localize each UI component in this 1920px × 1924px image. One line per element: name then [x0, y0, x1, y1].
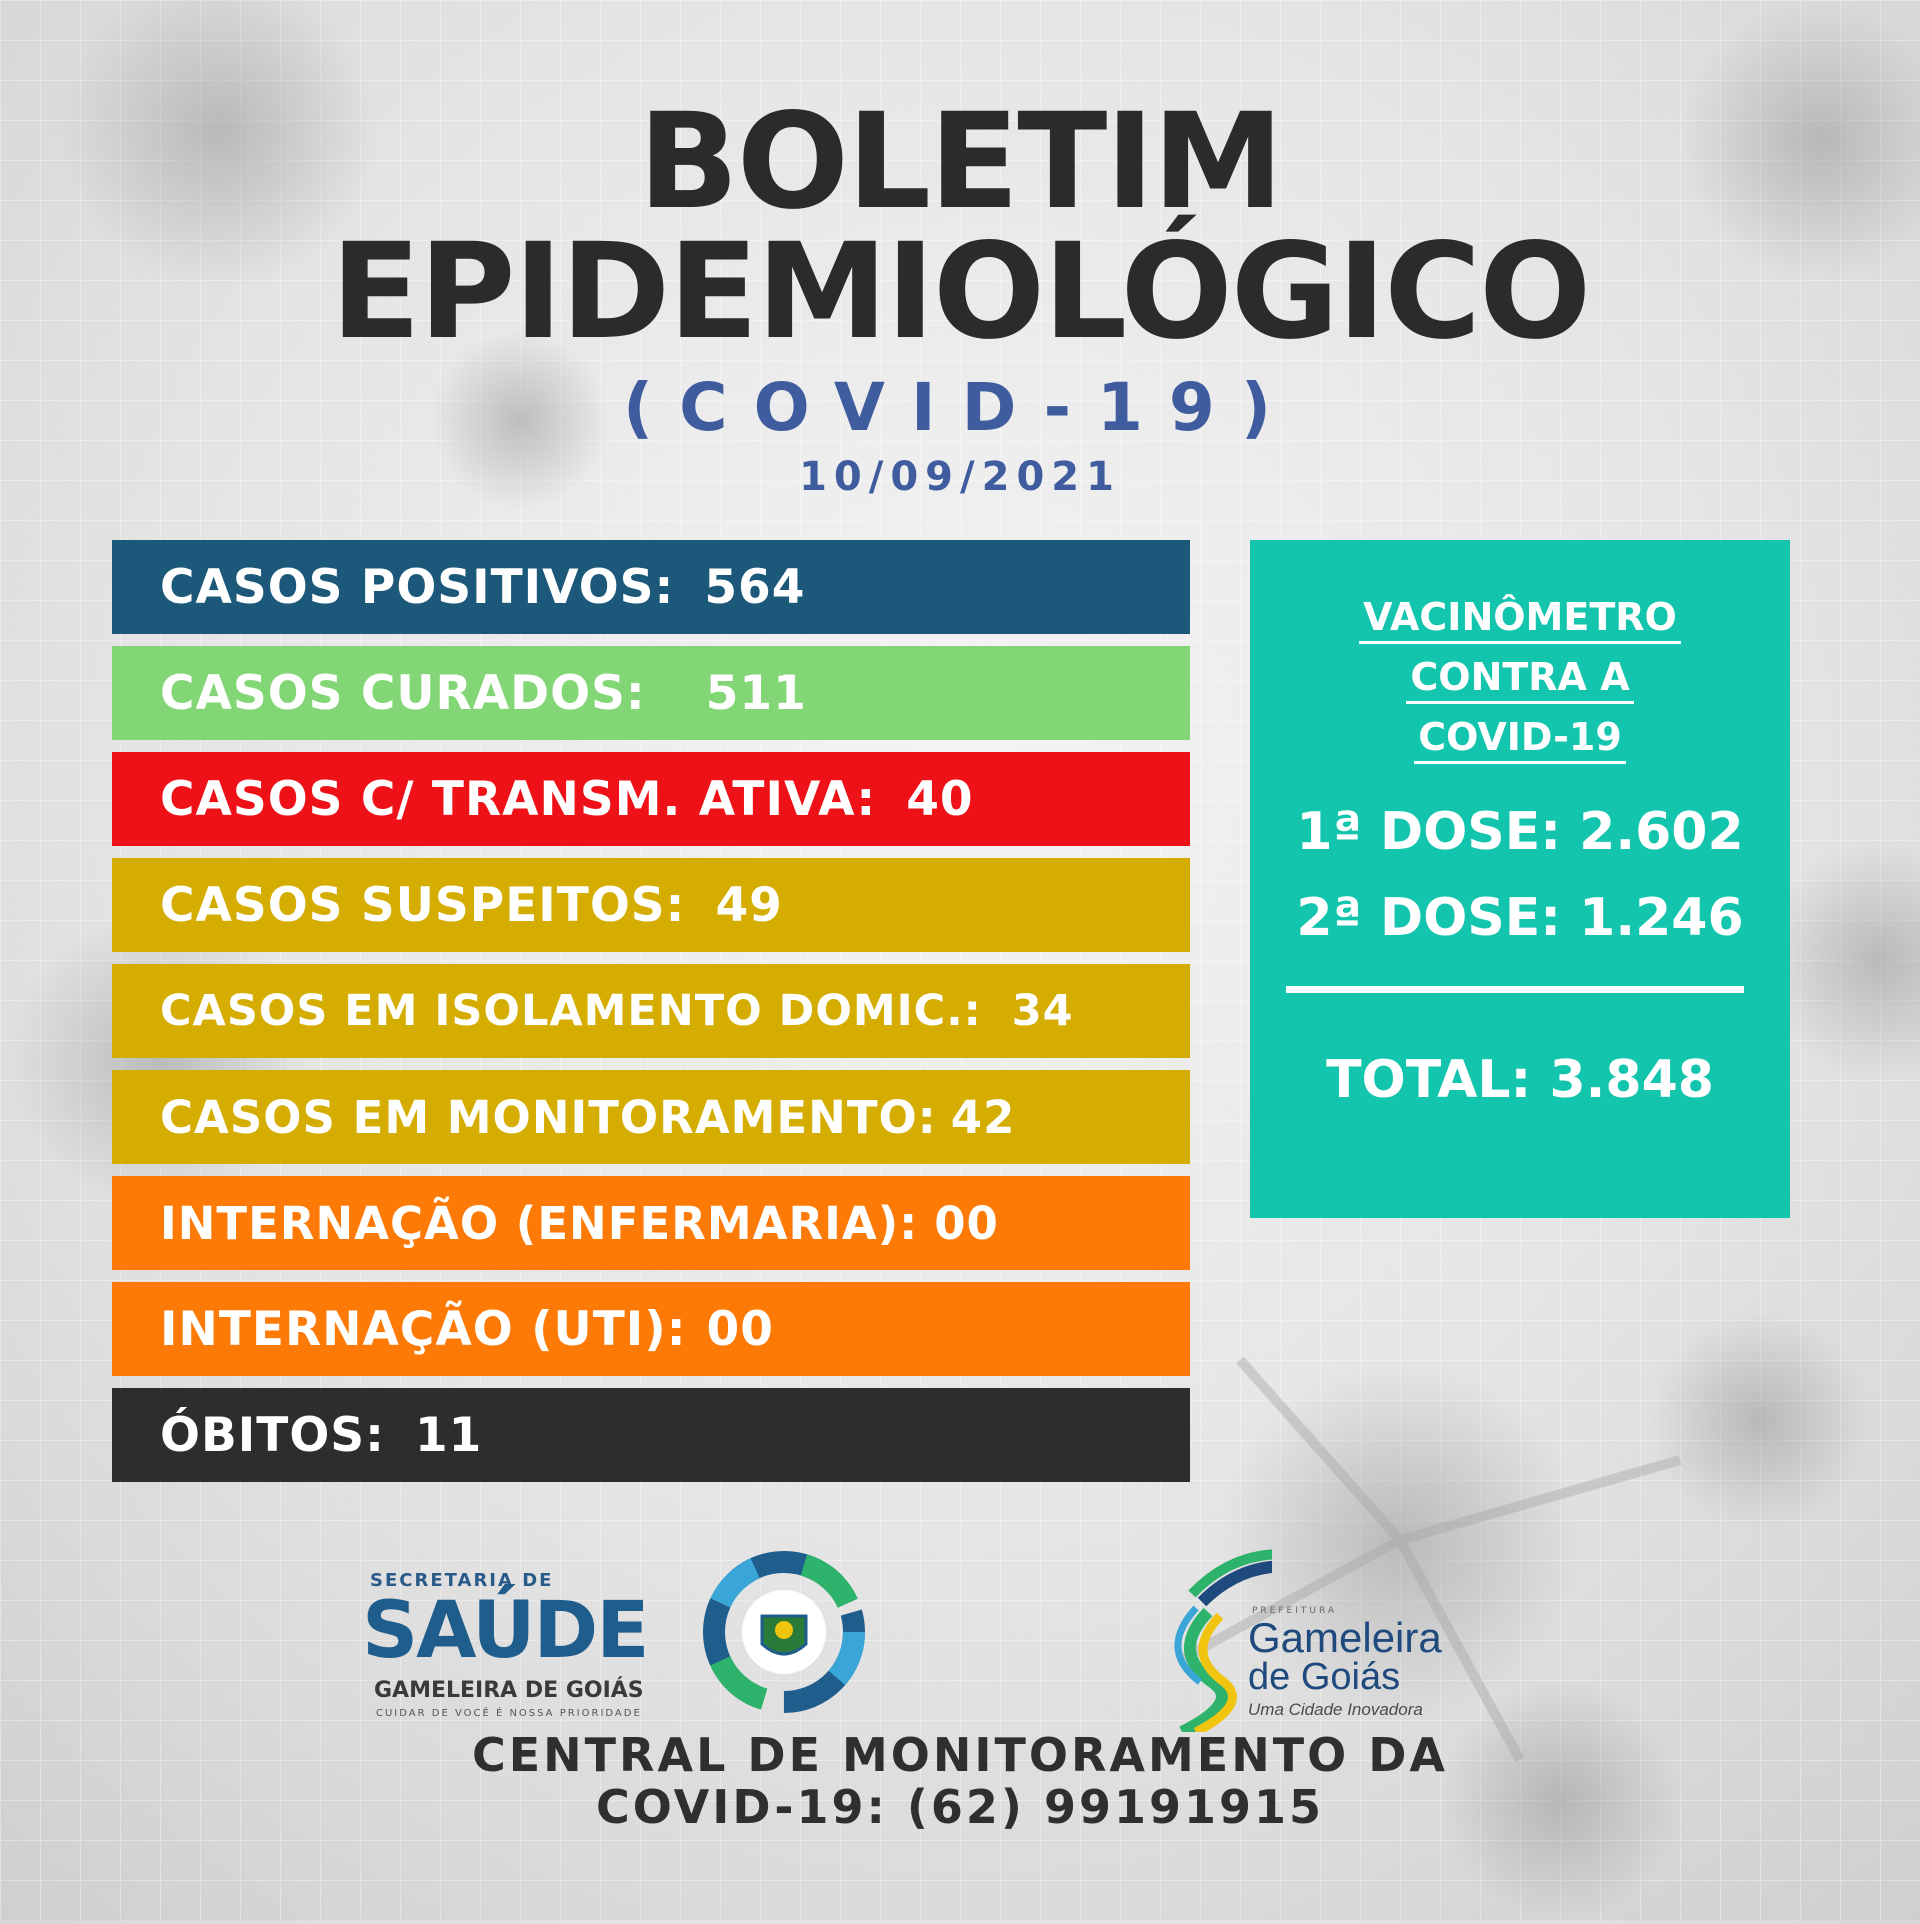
footer-line2: COVID-19: (62) 99191915: [595, 1780, 1325, 1834]
vacinometro-title-line1: VACINÔMETRO: [1250, 594, 1790, 640]
page-subtitle: (COVID-19): [623, 369, 1297, 446]
footer-line1: CENTRAL DE MONITORAMENTO DA: [471, 1728, 1448, 1782]
stat-label: CASOS POSITIVOS:: [160, 559, 675, 615]
stat-casos-curados: [112, 646, 1190, 740]
stat-casos-isolamento: [112, 964, 1190, 1058]
stat-casos-transmissao-ativa: [112, 752, 1190, 846]
stat-value: 564: [704, 559, 806, 615]
stat-value: 00: [934, 1196, 999, 1250]
stat-internacao-enfermaria: [112, 1176, 1190, 1270]
vacinometro-title-line2: CONTRA A: [1250, 654, 1790, 700]
prefeitura-small: PREFEITURA: [1252, 1606, 1338, 1616]
stat-value: 11: [414, 1407, 483, 1463]
stat-value: 00: [706, 1301, 774, 1357]
stat-value: 40: [906, 771, 974, 827]
stat-label: CASOS EM ISOLAMENTO DOMIC.:: [160, 986, 982, 1036]
stat-label: INTERNAÇÃO (UTI):: [160, 1301, 687, 1357]
vacinometro-dose2: 2ª DOSE: 1.246: [1296, 888, 1744, 948]
stat-value: 34: [1011, 986, 1074, 1036]
page-title-line2: EPIDEMIOLÓGICO: [330, 215, 1590, 369]
vacinometro-divider: [1286, 986, 1744, 993]
prefeitura-gameleira-logo: [1162, 1532, 1492, 1732]
vacinometro-title-line3: COVID-19: [1250, 714, 1790, 760]
vacinometro-total: TOTAL: 3.848: [1326, 1050, 1714, 1110]
stat-value: 49: [715, 877, 783, 933]
stat-label: CASOS SUSPEITOS:: [160, 877, 686, 933]
bulletin-date: 10/09/2021: [799, 454, 1121, 500]
stat-label: INTERNAÇÃO (ENFERMARIA):: [160, 1196, 919, 1250]
page-title-line1: BOLETIM: [638, 85, 1282, 239]
stat-label: CASOS CURADOS:: [160, 665, 646, 721]
stat-casos-suspeitos: [112, 858, 1190, 952]
prefeitura-name-line1: Gameleira: [1248, 1614, 1442, 1661]
stat-obitos: [112, 1388, 1190, 1482]
stat-label: ÓBITOS:: [160, 1407, 385, 1463]
saude-logo-small: SECRETARIA DE: [370, 1570, 554, 1591]
saude-logo-tagline: CUIDAR DE VOCÊ É NOSSA PRIORIDADE: [376, 1708, 642, 1719]
stat-value: 42: [950, 1090, 1016, 1144]
saude-gear-emblem-icon: [700, 1548, 868, 1716]
stat-label: CASOS EM MONITORAMENTO:: [160, 1090, 937, 1144]
vacinometro-dose1: 1ª DOSE: 2.602: [1296, 802, 1744, 862]
stat-casos-positivos: [112, 540, 1190, 634]
prefeitura-name-line2: de Goiás: [1248, 1656, 1401, 1698]
stat-casos-monitoramento: [112, 1070, 1190, 1164]
stat-internacao-uti: [112, 1282, 1190, 1376]
saude-logo-big: SAÚDE: [362, 1586, 648, 1676]
stat-value: 511: [705, 665, 807, 721]
stat-label: CASOS C/ TRANSM. ATIVA:: [160, 771, 877, 827]
secretaria-saude-logo: [362, 1548, 872, 1718]
saude-logo-city: GAMELEIRA DE GOIÁS: [374, 1678, 644, 1703]
vacinometro-panel: [1250, 540, 1790, 1218]
prefeitura-slogan: Uma Cidade Inovadora: [1248, 1700, 1423, 1719]
